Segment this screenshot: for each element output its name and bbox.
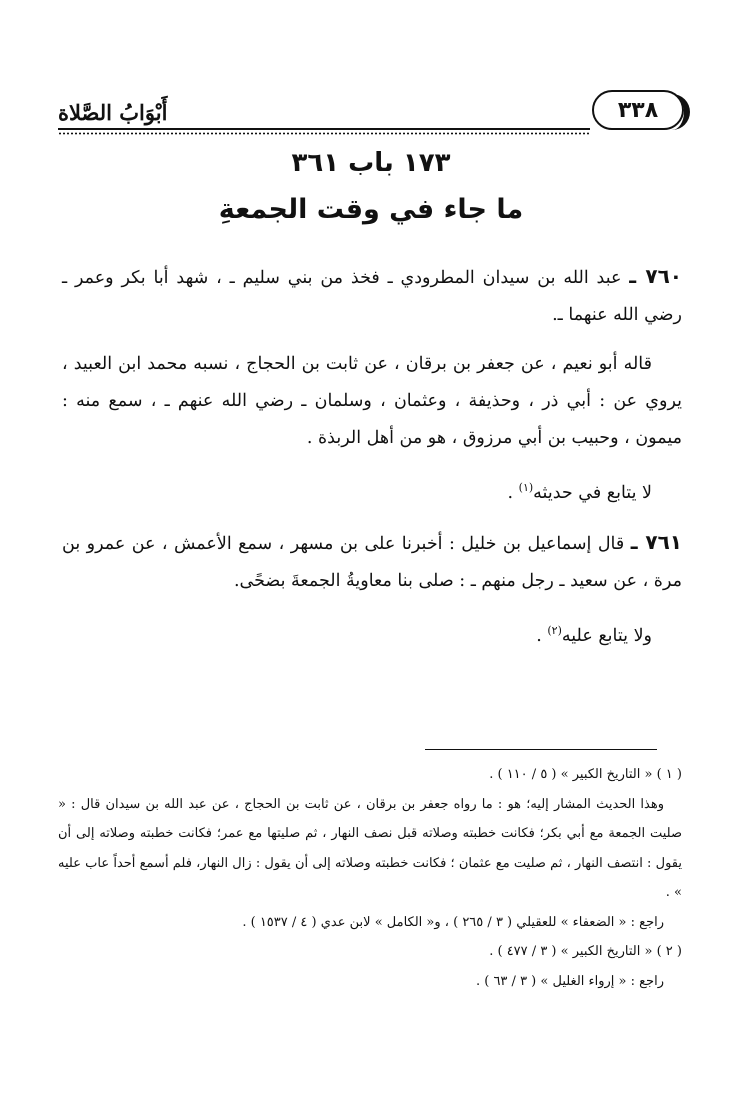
entry-end: . [507,482,519,503]
entry-end: . [536,625,548,646]
footnote-2-reference: راجع : « إرواء الغليل » ( ٣ / ٦٣ ) . [475,973,664,989]
entry-text: لا يتابع في حديثه [533,482,652,503]
entry-760-note [62,469,682,512]
entry-text: قال إسماعيل بن خليل : أخبرنا على بن مسهر ، سمع الأعمش ، عن عمرو بن مرة ، عن سعيد ـ رجل منهم ـ : صلى بنا معاويةُ الجمعةَ بضحًى. [62,533,682,591]
footnotes [58,760,682,996]
page-number: ٣٣٨ [617,98,659,123]
entry-760 [62,258,682,334]
entry-number: ٧٦٠ ـ [629,264,682,288]
page-header [58,90,684,136]
entry-761-note [62,612,682,655]
footnote-1-reference: راجع : « الضعفاء » للعقيلي ( ٣ / ٢٦٥ ) ، و« الكامل » لابن عدي ( ٤ / ١٥٣٧ ) . [242,914,664,930]
main-text [62,258,682,667]
running-title: أَبْوَابُ الصَّلاة [58,100,168,125]
entry-760-commentary [62,346,682,457]
footnote-1-explanation: وهذا الحديث المشار إليه؛ هو : ما رواه جعفر بن برقان ، عن ثابت بن الحجاج ، عن عبد الله بن سيدان قال : « صليت الجمعة مع أبي بكر؛ فكانت خطبته وصلاته قبل نصف النهار ، ثم صليتها مع عمر؛ فكانت خطبته وصلاته إلى أن يقول : انتصف النهار ، ثم صليت مع عثمان ؛ فكانت خطبته وصلاته إلى أن يقول : زال النهار، فلم أسمع أحداً عاب عليه » . [58,796,683,900]
chapter-number: ١٧٣ باب ٣٦١ [291,148,451,178]
entry-number: ٧٦١ ـ [630,529,682,554]
footnote-ref[interactable]: (٢) [547,623,562,637]
chapter-title: ما جاء في وقت الجمعةِ [218,194,524,225]
header-dotted-rule [58,132,590,135]
entry-text: عبد الله بن سيدان المطرودي ـ فخذ من بني سليم ـ ، شهد أبا بكر وعمر ـ رضي الله عنهما ـ. [62,268,682,325]
page-number-frame [592,90,684,130]
footnote-1: ( ١ ) « التاريخ الكبير » ( ٥ / ١١٠ ) . [489,767,682,782]
entry-761 [62,524,682,600]
header-rule [58,128,590,130]
footnote-ref[interactable]: (١) [518,481,534,494]
footnote-2: ( ٢ ) « التاريخ الكبير » ( ٣ / ٤٧٧ ) . [489,944,682,959]
entry-text: ولا يتابع عليه [561,625,652,646]
footnote-separator [425,749,657,750]
entry-text: قاله أبو نعيم ، عن جعفر بن برقان ، عن ثابت بن الحجاج ، نسبه محمد ابن العبيد ، يروي عن : أبي ذر ، وحذيفة ، وعثمان ، وسلمان ـ رضي الله عنهم ـ ، سمع منه : ميمون ، وحبيب بن أبي مرزوق ، هو من أهل الربذة . [62,354,682,448]
